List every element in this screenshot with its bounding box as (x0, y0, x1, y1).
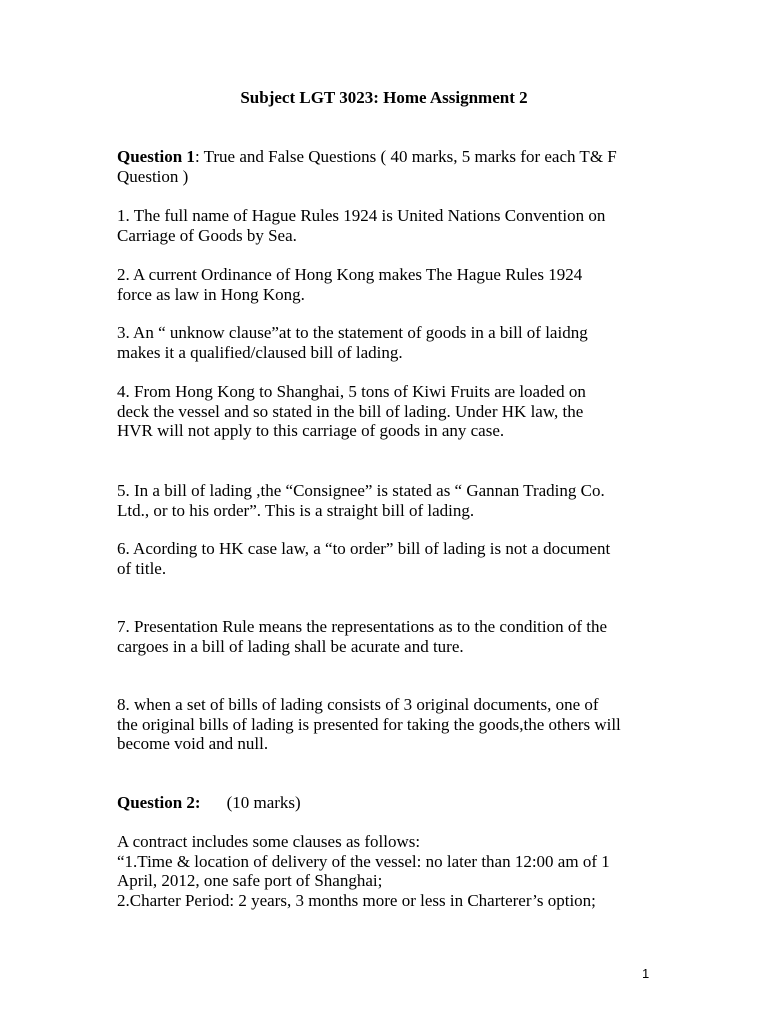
item-line: HVR will not apply to this carriage of goods in any case. (117, 421, 505, 440)
question-item-1 (117, 206, 657, 245)
item-line: 1. The full name of Hague Rules 1924 is United Nations Convention on (117, 206, 606, 225)
question-2-heading (117, 793, 657, 813)
question-1-heading-line2: Question ) (117, 166, 189, 186)
item-line: deck the vessel and so stated in the bill of lading. Under HK law, the (117, 401, 584, 421)
question-item-6 (117, 539, 657, 578)
question-item-7 (117, 617, 657, 656)
clause-line: 2.Charter Period: 2 years, 3 months more or less in Charterer’s option; (117, 890, 596, 910)
page-number: 1 (642, 966, 650, 981)
question-item-4 (117, 382, 657, 441)
item-line: 4. From Hong Kong to Shanghai, 5 tons of Kiwi Fruits are loaded on (117, 382, 586, 401)
question-2-body (117, 832, 657, 910)
item-line: cargoes in a bill of lading shall be acurate and ture. (117, 636, 464, 656)
question-2-intro: A contract includes some clauses as follows: (117, 832, 421, 851)
item-line: 5. In a bill of lading ,the “Consignee” is stated as “ Gannan Trading Co. (117, 481, 605, 500)
item-line: 8. when a set of bills of lading consists of 3 original documents, one of (117, 695, 599, 714)
item-line: the original bills of lading is presented for taking the goods,the others will (117, 714, 621, 734)
question-2-marks: (10 marks) (226, 793, 301, 812)
item-line: 7. Presentation Rule means the representations as to the condition of the (117, 617, 608, 636)
question-item-5 (117, 481, 657, 520)
question-item-2 (117, 265, 657, 304)
item-line: Ltd., or to his order”. This is a straight bill of lading. (117, 500, 475, 520)
clause-line: April, 2012, one safe port of Shanghai; (117, 871, 383, 890)
question-item-8 (117, 695, 657, 754)
item-line: become void and null. (117, 734, 269, 753)
question-1-label: Question 1 (117, 147, 195, 166)
item-line: of title. (117, 558, 167, 578)
item-line: 6. Acording to HK case law, a “to order” bill of lading is not a document (117, 539, 611, 558)
question-item-3 (117, 323, 657, 362)
question-1-heading-text: : True and False Questions ( 40 marks, 5 marks for each T& F (194, 147, 617, 166)
item-line: force as law in Hong Kong. (117, 284, 305, 304)
item-line: 3. An “ unknow clause”at to the statement of goods in a bill of laidng (117, 323, 588, 342)
clause-line: “1.Time & location of delivery of the vessel: no later than 12:00 am of 1 (117, 851, 610, 871)
item-line: Carriage of Goods by Sea. (117, 225, 297, 245)
item-line: 2. A current Ordinance of Hong Kong makes The Hague Rules 1924 (117, 265, 583, 284)
document-title: Subject LGT 3023: Home Assignment 2 (240, 88, 528, 107)
item-line: makes it a qualified/claused bill of lading. (117, 342, 403, 362)
question-2-label: Question 2: (117, 793, 201, 812)
question-1-heading (117, 147, 657, 186)
